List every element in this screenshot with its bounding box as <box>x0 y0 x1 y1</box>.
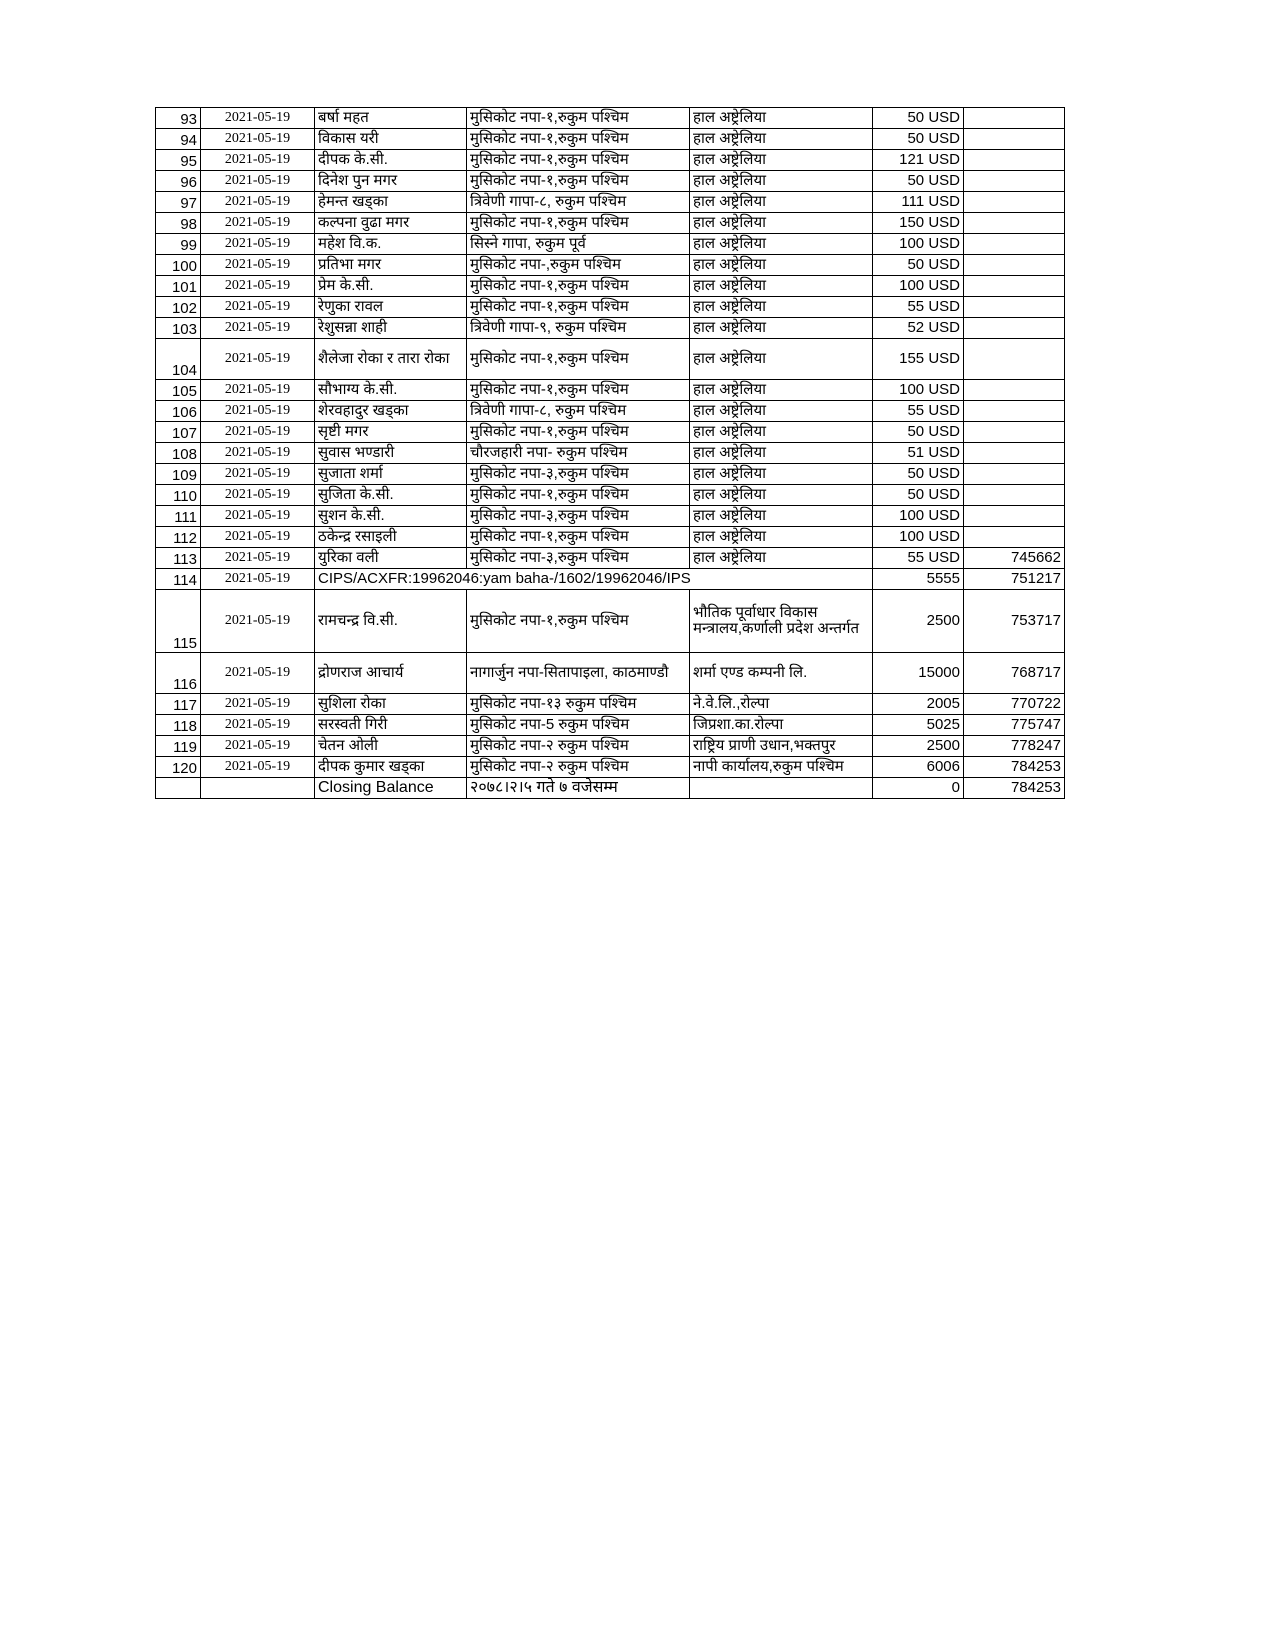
location-cell: हाल अष्ट्रेलिया <box>690 548 873 569</box>
date-cell: 2021-05-19 <box>201 129 315 150</box>
address-cell: मुसिकोट नपा-5 रुकुम पश्चिम <box>467 715 690 736</box>
balance-cell <box>964 171 1065 192</box>
table-row <box>156 569 1065 590</box>
location-cell <box>690 778 873 799</box>
name-cell: चेतन ओली <box>315 736 467 757</box>
location-cell: हाल अष्ट्रेलिया <box>690 380 873 401</box>
serial-number-cell: 116 <box>156 653 201 694</box>
serial-number-cell: 107 <box>156 422 201 443</box>
date-cell: 2021-05-19 <box>201 171 315 192</box>
date-cell: 2021-05-19 <box>201 276 315 297</box>
name-cell: सृष्टी मगर <box>315 422 467 443</box>
balance-cell: 778247 <box>964 736 1065 757</box>
name-cell: रेशुसन्ना शाही <box>315 318 467 339</box>
serial-number-cell: 106 <box>156 401 201 422</box>
table-row <box>156 715 1065 736</box>
balance-cell <box>964 129 1065 150</box>
amount-cell: 50 USD <box>873 129 964 150</box>
date-cell: 2021-05-19 <box>201 548 315 569</box>
date-cell: 2021-05-19 <box>201 757 315 778</box>
serial-number-cell: 109 <box>156 464 201 485</box>
table-row <box>156 255 1065 276</box>
amount-cell: 5555 <box>873 569 964 590</box>
balance-cell <box>964 422 1065 443</box>
date-cell: 2021-05-19 <box>201 150 315 171</box>
date-cell: 2021-05-19 <box>201 318 315 339</box>
table-body <box>156 108 1065 799</box>
balance-cell <box>964 192 1065 213</box>
address-cell: मुसिकोट नपा-३,रुकुम पश्चिम <box>467 506 690 527</box>
table-row <box>156 234 1065 255</box>
table-row <box>156 171 1065 192</box>
table-row <box>156 108 1065 129</box>
amount-cell: 111 USD <box>873 192 964 213</box>
date-cell: 2021-05-19 <box>201 590 315 653</box>
name-cell: ठकेन्द्र रसाइली <box>315 527 467 548</box>
table-row <box>156 422 1065 443</box>
address-cell: मुसिकोट नपा-१,रुकुम पश्चिम <box>467 422 690 443</box>
table-row <box>156 485 1065 506</box>
table-row <box>156 736 1065 757</box>
table-row <box>156 150 1065 171</box>
address-cell: मुसिकोट नपा-२ रुकुम पश्चिम <box>467 736 690 757</box>
name-cell: रेणुका रावल <box>315 297 467 318</box>
date-cell: 2021-05-19 <box>201 694 315 715</box>
date-cell: 2021-05-19 <box>201 715 315 736</box>
location-cell: हाल अष्ट्रेलिया <box>690 213 873 234</box>
amount-cell: 50 USD <box>873 108 964 129</box>
address-cell: मुसिकोट नपा-३,रुकुम पश्चिम <box>467 548 690 569</box>
serial-number-cell: 100 <box>156 255 201 276</box>
name-cell: युरिका वली <box>315 548 467 569</box>
amount-cell: 55 USD <box>873 401 964 422</box>
amount-cell: 50 USD <box>873 422 964 443</box>
date-cell: 2021-05-19 <box>201 339 315 380</box>
balance-cell <box>964 527 1065 548</box>
location-cell: हाल अष्ट्रेलिया <box>690 150 873 171</box>
serial-number-cell: 112 <box>156 527 201 548</box>
amount-cell: 50 USD <box>873 485 964 506</box>
table-row <box>156 443 1065 464</box>
serial-number-cell: 102 <box>156 297 201 318</box>
location-cell: हाल अष्ट्रेलिया <box>690 464 873 485</box>
amount-cell: 50 USD <box>873 464 964 485</box>
address-cell: सिस्ने गापा, रुकुम पूर्व <box>467 234 690 255</box>
balance-cell <box>964 213 1065 234</box>
balance-cell <box>964 506 1065 527</box>
balance-cell: 753717 <box>964 590 1065 653</box>
location-cell: जिप्रशा.का.रोल्पा <box>690 715 873 736</box>
location-cell: नापी कार्यालय,रुकुम पश्चिम <box>690 757 873 778</box>
location-cell: हाल अष्ट्रेलिया <box>690 276 873 297</box>
location-cell: हाल अष्ट्रेलिया <box>690 443 873 464</box>
location-cell: हाल अष्ट्रेलिया <box>690 422 873 443</box>
name-cell: महेश वि.क. <box>315 234 467 255</box>
table-row <box>156 757 1065 778</box>
table-row <box>156 694 1065 715</box>
table-row <box>156 213 1065 234</box>
amount-cell: 2500 <box>873 590 964 653</box>
amount-cell: 155 USD <box>873 339 964 380</box>
amount-cell: 100 USD <box>873 380 964 401</box>
serial-number-cell <box>156 778 201 799</box>
name-cell: रामचन्द्र वि.सी. <box>315 590 467 653</box>
table-row <box>156 318 1065 339</box>
amount-cell: 5025 <box>873 715 964 736</box>
address-cell: मुसिकोट नपा-१,रुकुम पश्चिम <box>467 485 690 506</box>
transactions-table <box>155 107 1065 799</box>
address-cell: मुसिकोट नपा-१,रुकुम पश्चिम <box>467 150 690 171</box>
balance-cell <box>964 297 1065 318</box>
date-cell: 2021-05-19 <box>201 255 315 276</box>
name-cell: सौभाग्य के.सी. <box>315 380 467 401</box>
serial-number-cell: 108 <box>156 443 201 464</box>
name-cell: बर्षा महत <box>315 108 467 129</box>
address-cell: मुसिकोट नपा-१,रुकुम पश्चिम <box>467 380 690 401</box>
address-cell: मुसिकोट नपा-२ रुकुम पश्चिम <box>467 757 690 778</box>
serial-number-cell: 117 <box>156 694 201 715</box>
balance-cell <box>964 150 1065 171</box>
serial-number-cell: 103 <box>156 318 201 339</box>
address-cell: मुसिकोट नपा-३,रुकुम पश्चिम <box>467 464 690 485</box>
serial-number-cell: 110 <box>156 485 201 506</box>
serial-number-cell: 119 <box>156 736 201 757</box>
balance-cell <box>964 443 1065 464</box>
location-cell: हाल अष्ट्रेलिया <box>690 255 873 276</box>
location-cell: हाल अष्ट्रेलिया <box>690 234 873 255</box>
date-cell: 2021-05-19 <box>201 443 315 464</box>
serial-number-cell: 115 <box>156 590 201 653</box>
date-cell: 2021-05-19 <box>201 464 315 485</box>
address-cell: मुसिकोट नपा-१,रुकुम पश्चिम <box>467 108 690 129</box>
name-cell: कल्पना वुढा मगर <box>315 213 467 234</box>
address-cell: मुसिकोट नपा-१,रुकुम पश्चिम <box>467 129 690 150</box>
address-cell: मुसिकोट नपा-१,रुकुम पश्चिम <box>467 213 690 234</box>
location-cell: राष्ट्रिय प्राणी उधान,भक्तपुर <box>690 736 873 757</box>
serial-number-cell: 114 <box>156 569 201 590</box>
amount-cell: 50 USD <box>873 255 964 276</box>
address-cell: त्रिवेणी गापा-८, रुकुम पश्चिम <box>467 401 690 422</box>
balance-cell <box>964 485 1065 506</box>
date-cell: 2021-05-19 <box>201 422 315 443</box>
balance-cell: 751217 <box>964 569 1065 590</box>
amount-cell: 2500 <box>873 736 964 757</box>
balance-cell: 784253 <box>964 757 1065 778</box>
location-cell: हाल अष्ट्रेलिया <box>690 297 873 318</box>
date-cell <box>201 778 315 799</box>
name-cell: दीपक के.सी. <box>315 150 467 171</box>
serial-number-cell: 99 <box>156 234 201 255</box>
location-cell: हाल अष्ट्रेलिया <box>690 171 873 192</box>
balance-cell <box>964 234 1065 255</box>
serial-number-cell: 95 <box>156 150 201 171</box>
balance-cell <box>964 401 1065 422</box>
serial-number-cell: 93 <box>156 108 201 129</box>
serial-number-cell: 105 <box>156 380 201 401</box>
table-row <box>156 129 1065 150</box>
amount-cell: 52 USD <box>873 318 964 339</box>
amount-cell: 15000 <box>873 653 964 694</box>
date-cell: 2021-05-19 <box>201 401 315 422</box>
amount-cell: 100 USD <box>873 506 964 527</box>
location-cell: हाल अष्ट्रेलिया <box>690 192 873 213</box>
closing-balance-row <box>156 778 1065 799</box>
amount-cell: 51 USD <box>873 443 964 464</box>
name-cell: हेमन्त खड्का <box>315 192 467 213</box>
amount-cell: 121 USD <box>873 150 964 171</box>
balance-cell <box>964 380 1065 401</box>
table-row <box>156 339 1065 380</box>
address-cell: त्रिवेणी गापा-९, रुकुम पश्चिम <box>467 318 690 339</box>
address-cell: २०७८।२।५ गते ७ वजेसम्म <box>467 778 690 799</box>
location-cell: भौतिक पूर्वाधार विकास मन्त्रालय,कर्णाली प्रदेश अन्तर्गत <box>690 590 873 653</box>
name-cell: दिनेश पुन मगर <box>315 171 467 192</box>
serial-number-cell: 101 <box>156 276 201 297</box>
serial-number-cell: 113 <box>156 548 201 569</box>
table-row <box>156 380 1065 401</box>
balance-cell <box>964 318 1065 339</box>
date-cell: 2021-05-19 <box>201 234 315 255</box>
balance-cell: 775747 <box>964 715 1065 736</box>
address-cell: मुसिकोट नपा-१,रुकुम पश्चिम <box>467 527 690 548</box>
date-cell: 2021-05-19 <box>201 506 315 527</box>
location-cell: हाल अष्ट्रेलिया <box>690 339 873 380</box>
serial-number-cell: 97 <box>156 192 201 213</box>
name-cell: सुजाता शर्मा <box>315 464 467 485</box>
serial-number-cell: 96 <box>156 171 201 192</box>
amount-cell: 55 USD <box>873 548 964 569</box>
table-row <box>156 590 1065 653</box>
amount-cell: 100 USD <box>873 276 964 297</box>
table-row <box>156 548 1065 569</box>
location-cell: हाल अष्ट्रेलिया <box>690 506 873 527</box>
date-cell: 2021-05-19 <box>201 297 315 318</box>
balance-cell <box>964 339 1065 380</box>
name-cell: सरस्वती गिरी <box>315 715 467 736</box>
serial-number-cell: 98 <box>156 213 201 234</box>
date-cell: 2021-05-19 <box>201 527 315 548</box>
amount-cell: 100 USD <box>873 234 964 255</box>
name-cell: सुवास भण्डारी <box>315 443 467 464</box>
date-cell: 2021-05-19 <box>201 485 315 506</box>
table-row <box>156 506 1065 527</box>
location-cell: शर्मा एण्ड कम्पनी लि. <box>690 653 873 694</box>
address-cell: मुसिकोट नपा-१,रुकुम पश्चिम <box>467 339 690 380</box>
date-cell: 2021-05-19 <box>201 192 315 213</box>
balance-cell: 784253 <box>964 778 1065 799</box>
balance-cell <box>964 464 1065 485</box>
serial-number-cell: 118 <box>156 715 201 736</box>
table-row <box>156 276 1065 297</box>
address-cell: मुसिकोट नपा-१,रुकुम पश्चिम <box>467 297 690 318</box>
amount-cell: 150 USD <box>873 213 964 234</box>
address-cell: मुसिकोट नपा-१,रुकुम पश्चिम <box>467 590 690 653</box>
balance-cell <box>964 108 1065 129</box>
name-cell: प्रतिभा मगर <box>315 255 467 276</box>
balance-cell <box>964 276 1065 297</box>
address-cell: मुसिकोट नपा-१३ रुकुम पश्चिम <box>467 694 690 715</box>
date-cell: 2021-05-19 <box>201 380 315 401</box>
reference-cell: CIPS/ACXFR:19962046:yam baha-/1602/19962046/IPS <box>315 569 873 590</box>
location-cell: ने.वे.लि.,रोल्पा <box>690 694 873 715</box>
address-cell: चौरजहारी नपा- रुकुम पश्चिम <box>467 443 690 464</box>
date-cell: 2021-05-19 <box>201 108 315 129</box>
location-cell: हाल अष्ट्रेलिया <box>690 318 873 339</box>
table-row <box>156 297 1065 318</box>
amount-cell: 6006 <box>873 757 964 778</box>
date-cell: 2021-05-19 <box>201 569 315 590</box>
location-cell: हाल अष्ट्रेलिया <box>690 485 873 506</box>
address-cell: मुसिकोट नपा-१,रुकुम पश्चिम <box>467 276 690 297</box>
table-row <box>156 653 1065 694</box>
name-cell: सुजिता के.सी. <box>315 485 467 506</box>
amount-cell: 50 USD <box>873 171 964 192</box>
amount-cell: 2005 <box>873 694 964 715</box>
address-cell: त्रिवेणी गापा-८, रुकुम पश्चिम <box>467 192 690 213</box>
name-cell: द्रोणराज आचार्य <box>315 653 467 694</box>
name-cell: सुशिला रोका <box>315 694 467 715</box>
date-cell: 2021-05-19 <box>201 653 315 694</box>
table-row <box>156 464 1065 485</box>
balance-cell: 768717 <box>964 653 1065 694</box>
date-cell: 2021-05-19 <box>201 736 315 757</box>
balance-cell <box>964 255 1065 276</box>
address-cell: मुसिकोट नपा-,रुकुम पश्चिम <box>467 255 690 276</box>
table-row <box>156 527 1065 548</box>
name-cell: शेरवहादुर खड्का <box>315 401 467 422</box>
name-cell: सुशन के.सी. <box>315 506 467 527</box>
address-cell: मुसिकोट नपा-१,रुकुम पश्चिम <box>467 171 690 192</box>
location-cell: हाल अष्ट्रेलिया <box>690 401 873 422</box>
name-cell: Closing Balance <box>315 778 467 799</box>
amount-cell: 100 USD <box>873 527 964 548</box>
balance-cell: 770722 <box>964 694 1065 715</box>
table-row <box>156 192 1065 213</box>
serial-number-cell: 111 <box>156 506 201 527</box>
amount-cell: 0 <box>873 778 964 799</box>
name-cell: विकास यरी <box>315 129 467 150</box>
name-cell: शैलेजा रोका र तारा रोका <box>315 339 467 380</box>
address-cell: नागार्जुन नपा-सितापाइला, काठमाण्डौ <box>467 653 690 694</box>
amount-cell: 55 USD <box>873 297 964 318</box>
serial-number-cell: 94 <box>156 129 201 150</box>
location-cell: हाल अष्ट्रेलिया <box>690 108 873 129</box>
balance-cell: 745662 <box>964 548 1065 569</box>
location-cell: हाल अष्ट्रेलिया <box>690 129 873 150</box>
serial-number-cell: 120 <box>156 757 201 778</box>
date-cell: 2021-05-19 <box>201 213 315 234</box>
location-cell: हाल अष्ट्रेलिया <box>690 527 873 548</box>
name-cell: प्रेम के.सी. <box>315 276 467 297</box>
name-cell: दीपक कुमार खड्का <box>315 757 467 778</box>
table-row <box>156 401 1065 422</box>
serial-number-cell: 104 <box>156 339 201 380</box>
